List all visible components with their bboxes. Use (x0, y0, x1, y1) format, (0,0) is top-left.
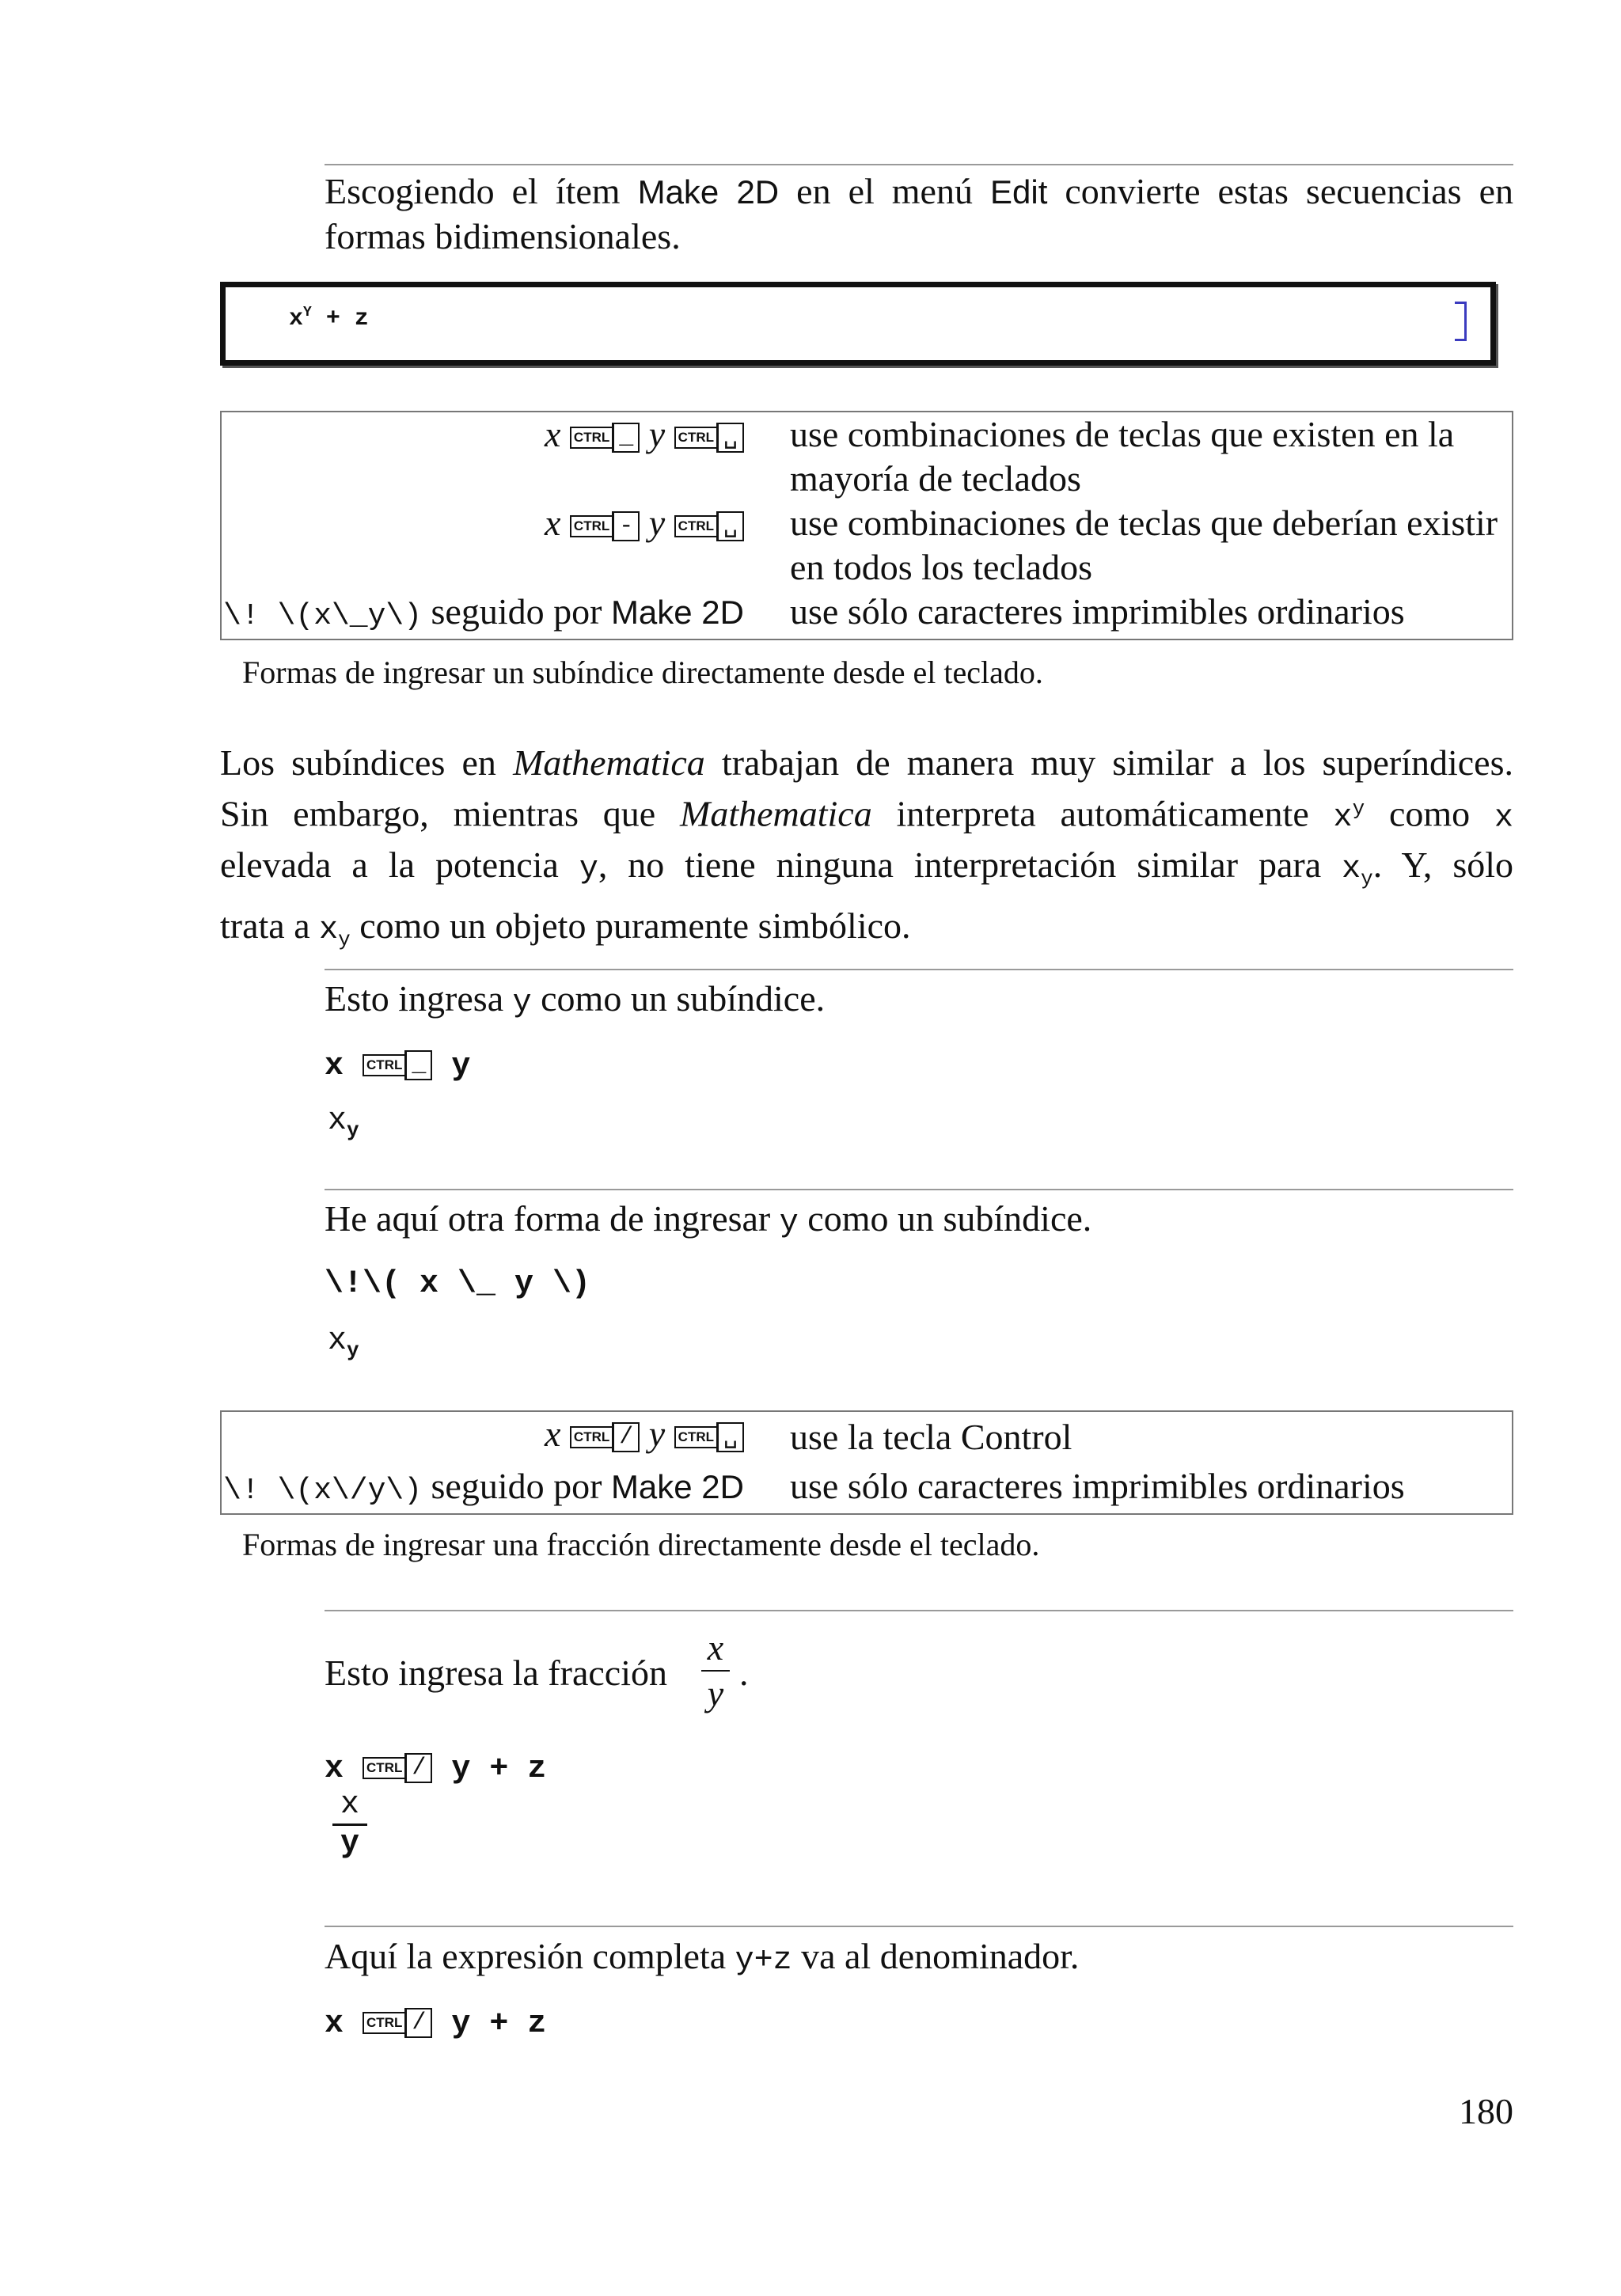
space-key: ␣ (716, 511, 744, 541)
divider (325, 1189, 1513, 1190)
key-sequence: x CTRL _ y CTRL ␣ (221, 412, 760, 501)
divider (325, 969, 1513, 970)
description-make2d: Escogiendo el ítem Make 2D en el menú Edit convierte estas secuencias en formas bidimensionales. (325, 171, 1514, 256)
example-description: Esto ingresa la fracción (325, 1653, 667, 1693)
divider (325, 1926, 1513, 1927)
description: use combinaciones de teclas que existen en la mayoría de teclados (790, 414, 1455, 499)
cell-input[interactable]: $x^Y + z$ (289, 305, 369, 332)
table-caption: Formas de ingresar un subíndice directamente desde el teclado. (242, 655, 1043, 690)
divider (325, 1610, 1513, 1611)
description: use sólo caracteres imprimibles ordinarios (790, 1466, 1405, 1506)
input-cell[interactable]: x CTRL / y + z (325, 2006, 547, 2042)
input-cell[interactable]: \!\( x \_ y \) (325, 1266, 591, 1302)
page-number: 180 (1459, 2091, 1513, 2131)
input-cell[interactable]: x CTRL _ y (325, 1049, 471, 1084)
ctrl-key: CTRL (570, 427, 613, 449)
key-sequence: x CTRL - y CTRL ␣ (221, 501, 760, 590)
space-key: ␣ (716, 1422, 744, 1452)
subscript-methods-table (220, 411, 1513, 640)
table-row (221, 412, 1513, 501)
output-cell: $x_y$ (328, 1323, 359, 1362)
description: use sólo caracteres imprimibles ordinarios (790, 591, 1405, 632)
menu-item-make2d: Make 2D (637, 173, 780, 211)
ctrl-key: CTRL (674, 515, 718, 537)
ctrl-key: CTRL (570, 515, 613, 537)
ctrl-key: CTRL (363, 1054, 406, 1076)
description: use la tecla Control (790, 1417, 1072, 1457)
description: use combinaciones de teclas que deberían existir en todos los teclados (790, 503, 1498, 587)
underscore-key: _ (612, 423, 640, 453)
period: . (739, 1653, 749, 1693)
underscore-key: _ (404, 1050, 432, 1080)
ctrl-key: CTRL (363, 2012, 406, 2034)
output-cell: $x_y$ (328, 1103, 359, 1142)
table-caption: Formas de ingresar una fracción directamente desde el teclado. (242, 1527, 1040, 1562)
cell-bracket[interactable] (1455, 302, 1467, 341)
ctrl-key: CTRL (570, 1426, 613, 1448)
fraction: x y (700, 1627, 731, 1714)
key-sequence: \! \(x\/y\) seguido por Make 2D (223, 1466, 744, 1508)
slash-key: / (404, 2008, 432, 2038)
fraction-methods-table (220, 1410, 1513, 1515)
space-key: ␣ (716, 423, 744, 453)
table-row (221, 501, 1513, 590)
notebook-cell[interactable] (220, 282, 1496, 366)
ctrl-key: CTRL (363, 1757, 406, 1779)
key-sequence: \! \(x\_y\) seguido por Make 2D (223, 591, 744, 633)
input-cell[interactable]: x CTRL / y + z (325, 1751, 547, 1787)
example-description: Aquí la expresión completa y+z va al denominador. (325, 1936, 1080, 1979)
body-paragraph: Los subíndices en Mathematica trabajan de manera muy similar a los superíndices. Sin embargo, mientras que Mathematica interpreta automáticamente $x^y$ como x elevada a la potencia y, no tiene ninguna interpretación similar para $x_y$. Y, sólo trata a $x_y$ como un objeto puramente simbólico. (220, 742, 1513, 952)
example-description: He aquí otra forma de ingresar y como un subíndice. (325, 1198, 1092, 1241)
table-row (221, 590, 1513, 639)
minus-key: - (612, 511, 640, 541)
divider (325, 164, 1513, 165)
menu-name-edit: Edit (989, 173, 1048, 211)
ctrl-key: CTRL (674, 427, 718, 449)
output-fraction: x y (332, 1787, 367, 1862)
ctrl-key: CTRL (674, 1426, 718, 1448)
table-row (221, 1411, 1513, 1459)
slash-key: / (404, 1753, 432, 1783)
table-row (221, 1459, 1513, 1514)
key-sequence: x CTRL / y CTRL ␣ (221, 1411, 760, 1459)
slash-key: / (612, 1422, 640, 1452)
example-description: Esto ingresa y como un subíndice. (325, 978, 826, 1021)
